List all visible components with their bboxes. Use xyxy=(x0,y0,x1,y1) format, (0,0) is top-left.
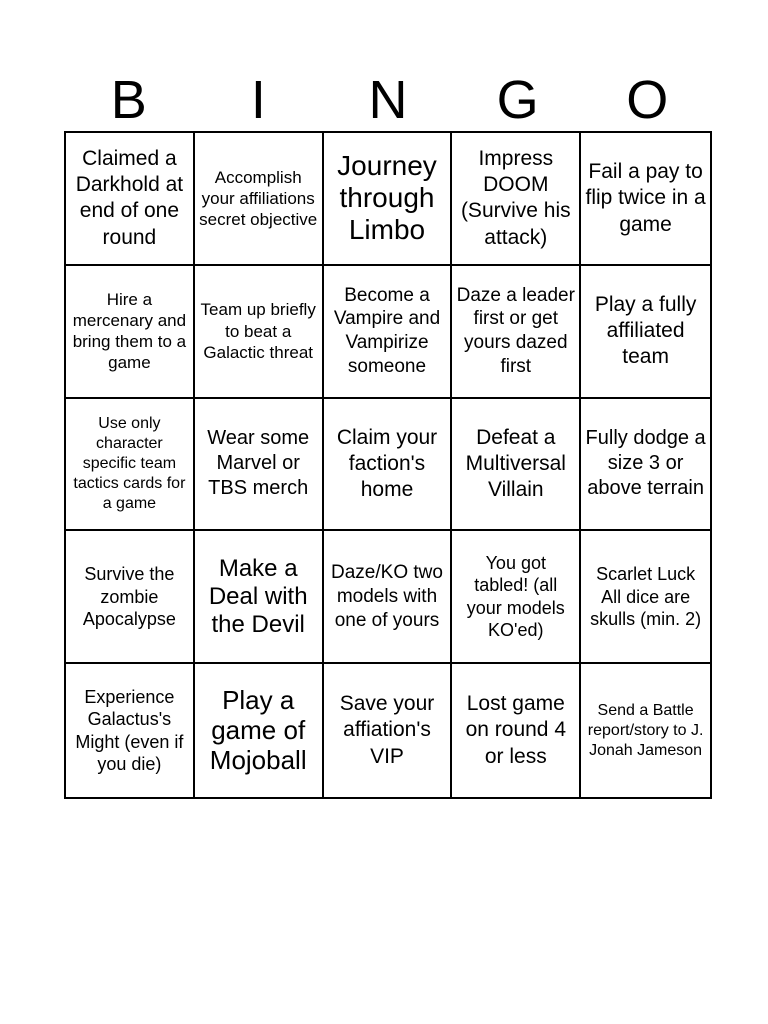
bingo-cell: Play a game of Mojoball xyxy=(195,664,324,797)
bingo-cell: Become a Vampire and Vampirize someone xyxy=(324,266,453,399)
bingo-cell: Use only character specific team tactics cards for a game xyxy=(66,399,195,532)
header-letter-g: G xyxy=(496,70,539,130)
bingo-cell: Save your affiation's VIP xyxy=(324,664,453,797)
bingo-cell: Claimed a Darkhold at end of one round xyxy=(66,133,195,266)
bingo-cell: Survive the zombie Apocalypse xyxy=(66,531,195,664)
bingo-cell: Send a Battle report/story to J. Jonah Jameson xyxy=(587,701,704,759)
bingo-cell: Impress DOOM (Survive his attack) xyxy=(452,133,581,266)
bingo-board xyxy=(64,131,712,799)
header-letter-b: B xyxy=(110,70,147,130)
header-letter-n: N xyxy=(368,70,408,130)
bingo-cell: Defeat a Multiversal Villain xyxy=(452,399,581,532)
bingo-cell: Play a fully affiliated team xyxy=(581,266,710,399)
bingo-cell: Experience Galactus's Might (even if you die) xyxy=(66,664,195,797)
bingo-cell: Team up briefly to beat a Galactic threat xyxy=(195,266,324,399)
bingo-cell: Fail a pay to flip twice in a game xyxy=(581,133,710,266)
header-letter-o: O xyxy=(626,70,669,130)
bingo-cell: Journey through Limbo xyxy=(324,133,453,266)
bingo-cell: You got tabled! (all your models KO'ed) xyxy=(452,531,581,664)
bingo-cell: Accomplish your affiliations secret objective xyxy=(195,133,324,266)
bingo-cell: Lost game on round 4 or less xyxy=(452,664,581,797)
bingo-cell: Fully dodge a size 3 or above terrain xyxy=(581,399,710,532)
bingo-cell: Daze a leader first or get yours dazed first xyxy=(452,266,581,399)
header-letter-i: I xyxy=(250,70,266,130)
bingo-cell: Wear some Marvel or TBS merch xyxy=(195,399,324,532)
bingo-cell: Scarlet Luck All dice are skulls (min. 2) xyxy=(581,531,710,664)
bingo-cell: Daze/KO two models with one of yours xyxy=(324,531,453,664)
bingo-cell: Make a Deal with the Devil xyxy=(195,531,324,664)
bingo-cell: Claim your faction's home xyxy=(324,399,453,532)
bingo-header xyxy=(64,70,712,130)
bingo-cell: Hire a mercenary and bring them to a game xyxy=(66,266,195,399)
